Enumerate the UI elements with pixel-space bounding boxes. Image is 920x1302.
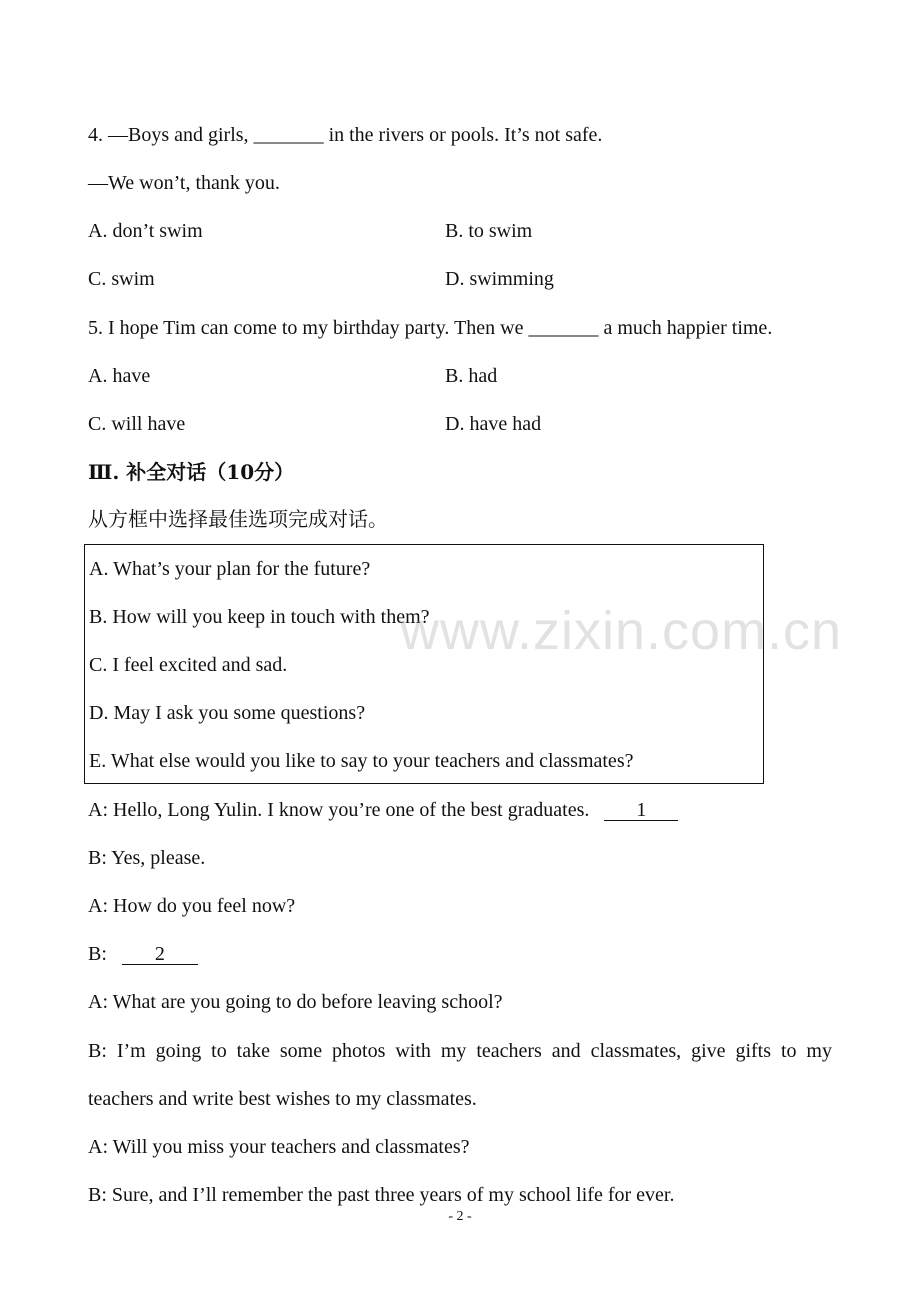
dialogue-blank-2[interactable]: 2 (122, 944, 198, 965)
page-number: - 2 - (448, 1209, 472, 1224)
section-3-title: Ⅲ. 补全对话（10分） (88, 460, 295, 484)
section-3-instruction: 从方框中选择最佳选项完成对话。 (88, 509, 388, 531)
q4-answer-blank[interactable]: _______ (253, 124, 324, 146)
question-5-stem (88, 316, 772, 340)
q4-option-a[interactable]: A. don’t swim (88, 220, 203, 242)
q4-option-c[interactable]: C. swim (88, 268, 155, 290)
dialogue-line-2: B: Yes, please. (88, 847, 206, 869)
q5-option-c[interactable]: C. will have (88, 413, 186, 435)
box-option-b: B. How will you keep in touch with them? (89, 606, 430, 628)
box-option-d: D. May I ask you some questions? (89, 702, 366, 724)
q5-option-d[interactable]: D. have had (445, 413, 542, 435)
dialogue-line-1 (88, 798, 678, 822)
q5-option-a[interactable]: A. have (88, 365, 151, 387)
q4-stem-start: 4. —Boys and girls, (88, 124, 254, 146)
q5-stem-start: 5. I hope Tim can come to my birthday party. Then we (88, 317, 529, 339)
question-4-stem (88, 123, 602, 147)
box-option-c: C. I feel excited and sad. (89, 654, 288, 676)
watermark: www.zixin.com.cn (400, 601, 843, 661)
dialogue-line-3: A: How do you feel now? (88, 895, 296, 917)
box-option-a: A. What’s your plan for the future? (89, 558, 371, 580)
dialogue-line-6a: B: I’m going to take some photos with my teachers and classmates, give gifts to my (88, 1040, 832, 1062)
dialogue-line-7: A: Will you miss your teachers and classmates? (88, 1136, 470, 1158)
question-4-reply: —We won’t, thank you. (88, 172, 280, 194)
dialogue-blank-1[interactable]: 1 (604, 800, 678, 821)
dialogue-line-5: A: What are you going to do before leaving school? (88, 991, 503, 1013)
q5-option-b[interactable]: B. had (445, 365, 498, 387)
q4-stem-end: in the rivers or pools. It’s not safe. (323, 124, 603, 146)
q4-option-d[interactable]: D. swimming (445, 268, 554, 290)
dialogue-line-4 (88, 942, 198, 966)
dialogue-line-8: B: Sure, and I’ll remember the past three years of my school life for ever. (88, 1184, 675, 1206)
q5-answer-blank[interactable]: _______ (528, 317, 599, 339)
dialogue-line-6b: teachers and write best wishes to my classmates. (88, 1088, 477, 1110)
dialogue-line-4-speaker: B: (88, 943, 107, 965)
box-option-e: E. What else would you like to say to your teachers and classmates? (89, 750, 634, 772)
q5-stem-end: a much happier time. (598, 317, 773, 339)
q4-option-b[interactable]: B. to swim (445, 220, 533, 242)
dialogue-line-1-text: A: Hello, Long Yulin. I know you’re one of the best graduates. (88, 799, 590, 821)
option-box (84, 544, 764, 784)
